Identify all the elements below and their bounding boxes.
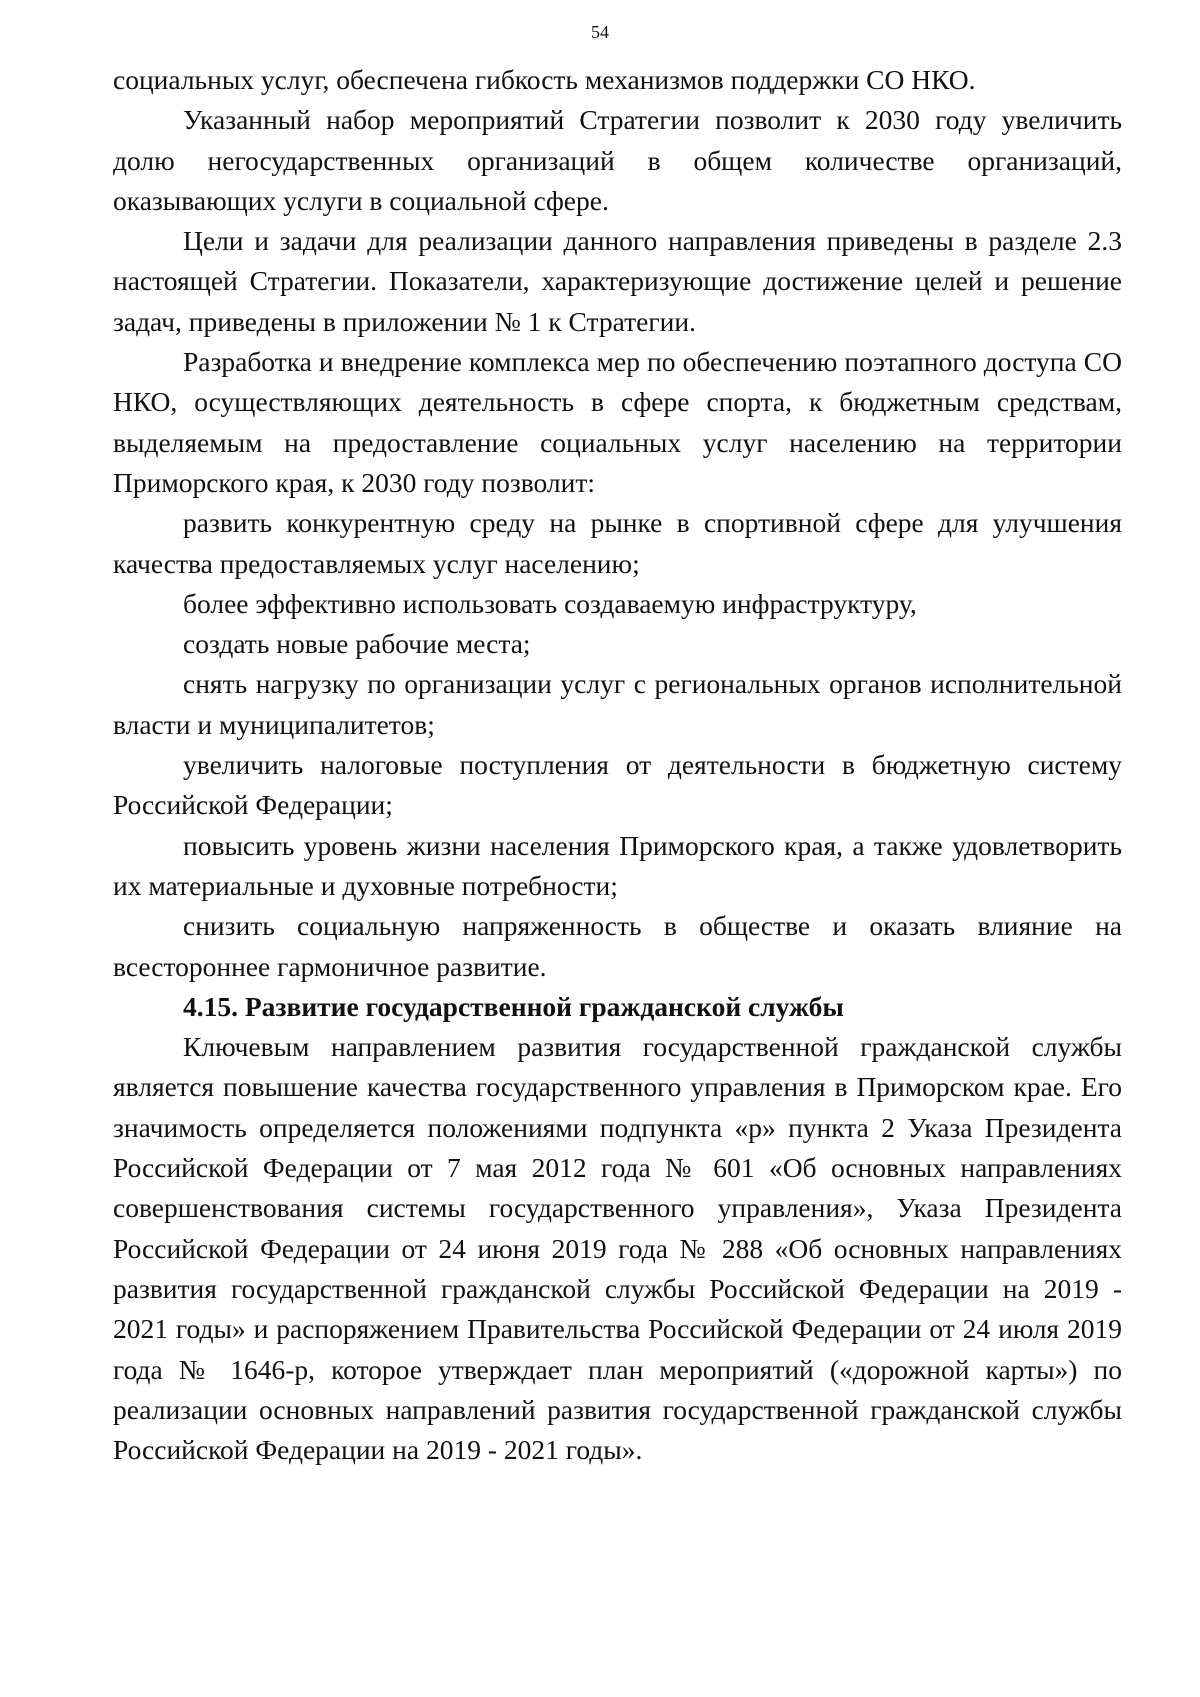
list-item-competition: развить конкурентную среду на рынке в спортивной сфере для улучшения качества предоставляемых услуг населению; — [113, 507, 1122, 579]
paragraph-strategy-measures: Указанный набор мероприятий Стратегии позволит к 2030 году увеличить долю негосударственных организаций в общем количестве организаций, оказывающих услуги в социальной сфере. — [113, 104, 1122, 216]
paragraph-sport-nko-access: Разработка и внедрение комплекса мер по обеспечению поэтапного доступа СО НКО, осуществляющих деятельность в сфере спорта, к бюджетным средствам, выделяемым на предоставление социальных услуг населению на территории Приморского края, к 2030 году позволит: — [113, 346, 1122, 498]
section-heading: 4.15. Развитие государственной гражданской службы — [183, 990, 844, 1022]
list-item-social-tension: снизить социальную напряженность в обществе и оказать влияние на всестороннее гармоничное развитие. — [113, 910, 1122, 982]
page-number: 54 — [591, 22, 609, 42]
document-body — [113, 60, 1122, 1470]
list-item-living-standard: повысить уровень жизни населения Приморского края, а также удовлетворить их материальные и духовные потребности; — [113, 829, 1122, 901]
list-item-tax-revenue: увеличить налоговые поступления от деятельности в бюджетную систему Российской Федерации; — [113, 749, 1122, 821]
paragraph-continuation: социальных услуг, обеспечена гибкость механизмов поддержки СО НКО. — [113, 64, 976, 95]
paragraph-civil-service: Ключевым направлением развития государственной гражданской службы является повышение качества государственного управления в Приморском крае. Его значимость определяется положениями подпункта «р» пункта 2 Указа Президента Российской Федерации от 7 мая 2012 года № 601 «Об основных направлениях совершенствования системы государственного управления», Указа Президента Российской Федерации от 24 июня 2019 года № 288 «Об основных направлениях развития государственной гражданской службы Российской Федерации на 2019 - 2021 годы» и распоряжением Правительства Российской Федерации от 24 июля 2019 года № 1646-р, которое утверждает план мероприятий («дорожной карты») по реализации основных направлений развития государственной гражданской службы Российской Федерации на 2019 - 2021 годы». — [113, 1031, 1122, 1466]
paragraph-goals-tasks: Цели и задачи для реализации данного направления приведены в разделе 2.3 настоящей Стратегии. Показатели, характеризующие достижение целей и решение задач, приведены в приложении № 1 к Стратегии. — [113, 225, 1122, 337]
list-item-load-reduction: снять нагрузку по организации услуг с региональных органов исполнительной власти и муниципалитетов; — [113, 668, 1122, 740]
list-item-jobs: создать новые рабочие места; — [183, 628, 531, 660]
list-item-infrastructure: более эффективно использовать создаваемую инфраструктуру, — [183, 587, 917, 619]
